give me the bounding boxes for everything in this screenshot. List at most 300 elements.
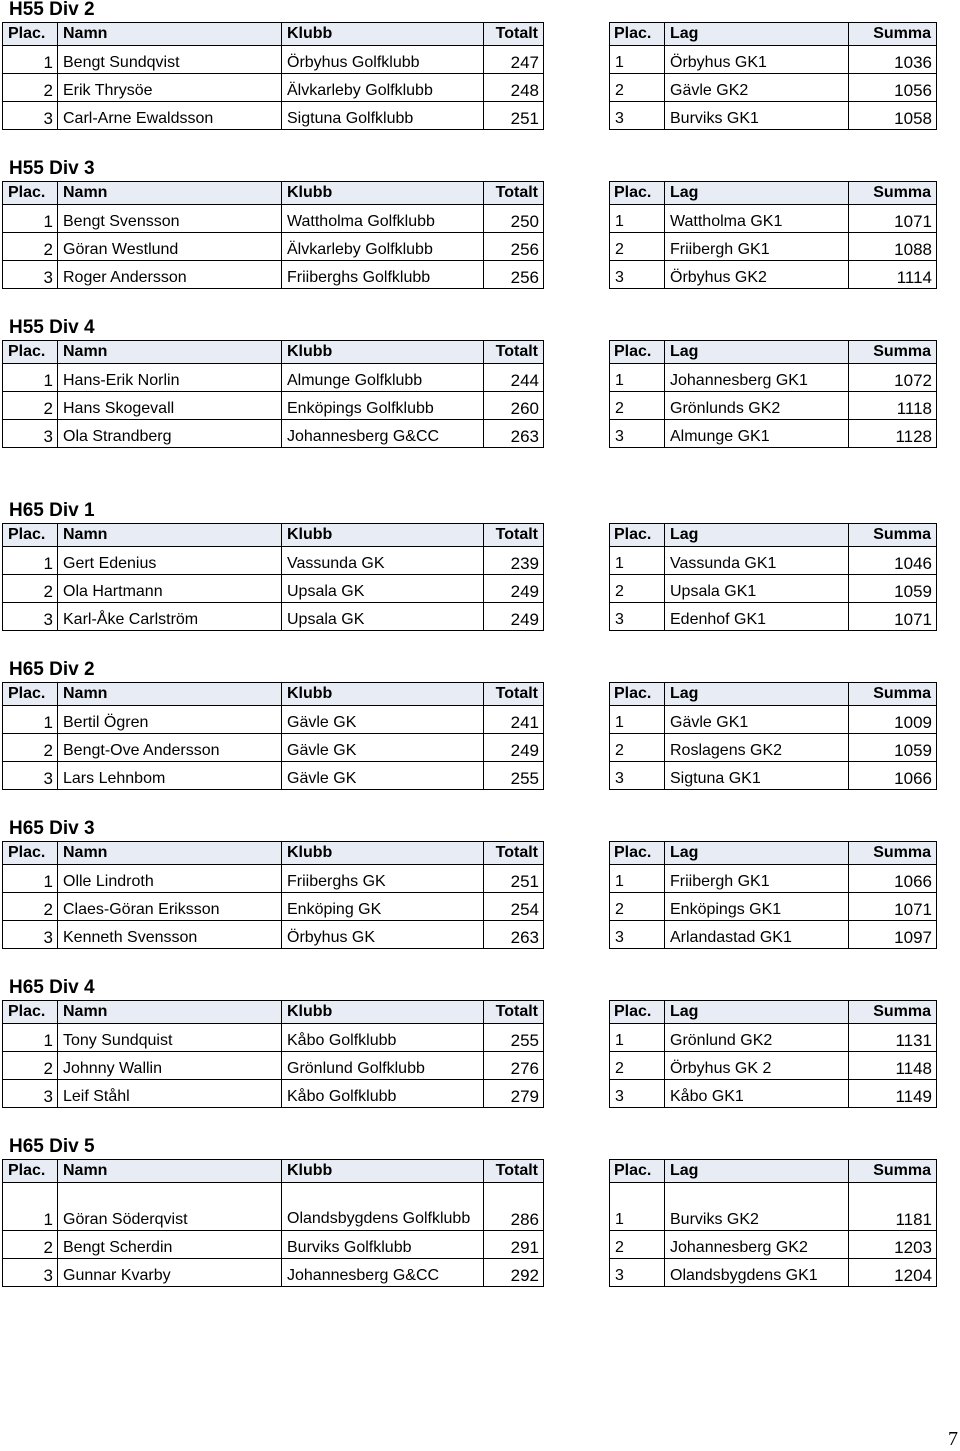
team-sum: 1148 <box>849 1052 937 1080</box>
player-name: Claes-Göran Eriksson <box>58 893 282 921</box>
player-name: Olle Lindroth <box>58 865 282 893</box>
placement: 3 <box>3 1259 58 1287</box>
placement: 2 <box>3 893 58 921</box>
team-row <box>610 233 937 261</box>
team-name: Gävle GK1 <box>665 706 849 734</box>
individual-results-table <box>2 523 544 631</box>
header-namn: Namn <box>58 683 282 706</box>
team-row <box>610 1052 937 1080</box>
team-placement: 2 <box>610 1231 665 1259</box>
header-plac: Plac. <box>610 1001 665 1024</box>
team-sum: 1118 <box>849 392 937 420</box>
team-row <box>610 1259 937 1287</box>
club-name: Örbyhus GK <box>282 921 484 949</box>
result-row <box>3 893 544 921</box>
header-klubb: Klubb <box>282 842 484 865</box>
team-name: Roslagens GK2 <box>665 734 849 762</box>
total-score: 255 <box>484 762 544 790</box>
individual-results-table <box>2 340 544 448</box>
team-row <box>610 74 937 102</box>
placement: 2 <box>3 734 58 762</box>
club-name: Sigtuna Golfklubb <box>282 102 484 130</box>
total-score: 249 <box>484 575 544 603</box>
player-name: Gert Edenius <box>58 547 282 575</box>
header-namn: Namn <box>58 1160 282 1183</box>
header-summa: Summa <box>849 842 937 865</box>
club-name: Olandsbygdens Golfklubb <box>282 1183 484 1231</box>
header-lag: Lag <box>665 182 849 205</box>
division-title: H55 Div 4 <box>9 317 95 338</box>
team-sum: 1066 <box>849 762 937 790</box>
table-header <box>610 1001 937 1024</box>
header-plac: Plac. <box>3 23 58 46</box>
team-results-table <box>609 1000 937 1108</box>
club-name: Friiberghs Golfklubb <box>282 261 484 289</box>
header-plac: Plac. <box>610 182 665 205</box>
header-plac: Plac. <box>3 1160 58 1183</box>
placement: 1 <box>3 1183 58 1231</box>
team-sum: 1203 <box>849 1231 937 1259</box>
team-name: Johannesberg GK2 <box>665 1231 849 1259</box>
result-row <box>3 1024 544 1052</box>
club-name: Enköping GK <box>282 893 484 921</box>
table-header <box>3 23 544 46</box>
team-placement: 1 <box>610 706 665 734</box>
result-row <box>3 706 544 734</box>
player-name: Hans-Erik Norlin <box>58 364 282 392</box>
result-row <box>3 762 544 790</box>
division-title: H65 Div 2 <box>9 659 95 680</box>
header-lag: Lag <box>665 842 849 865</box>
result-row <box>3 1080 544 1108</box>
team-placement: 2 <box>610 575 665 603</box>
header-totalt: Totalt <box>484 1160 544 1183</box>
club-name: Wattholma Golfklubb <box>282 205 484 233</box>
placement: 1 <box>3 706 58 734</box>
player-name: Leif Ståhl <box>58 1080 282 1108</box>
total-score: 291 <box>484 1231 544 1259</box>
team-row <box>610 1183 937 1231</box>
result-row <box>3 420 544 448</box>
club-name: Enköpings Golfklubb <box>282 392 484 420</box>
club-name: Upsala GK <box>282 603 484 631</box>
result-row <box>3 575 544 603</box>
team-placement: 1 <box>610 1024 665 1052</box>
team-row <box>610 1024 937 1052</box>
header-summa: Summa <box>849 182 937 205</box>
header-klubb: Klubb <box>282 23 484 46</box>
header-klubb: Klubb <box>282 1160 484 1183</box>
team-row <box>610 364 937 392</box>
club-name: Örbyhus Golfklubb <box>282 46 484 74</box>
header-plac: Plac. <box>3 842 58 865</box>
team-placement: 2 <box>610 1052 665 1080</box>
total-score: 256 <box>484 261 544 289</box>
header-totalt: Totalt <box>484 341 544 364</box>
club-name: Gävle GK <box>282 706 484 734</box>
table-header <box>3 341 544 364</box>
team-name: Johannesberg GK1 <box>665 364 849 392</box>
club-name: Upsala GK <box>282 575 484 603</box>
team-placement: 3 <box>610 1259 665 1287</box>
team-placement: 3 <box>610 1080 665 1108</box>
header-plac: Plac. <box>3 182 58 205</box>
team-name: Friibergh GK1 <box>665 865 849 893</box>
placement: 2 <box>3 1231 58 1259</box>
team-placement: 2 <box>610 734 665 762</box>
team-placement: 1 <box>610 1183 665 1231</box>
team-row <box>610 603 937 631</box>
team-name: Örbyhus GK 2 <box>665 1052 849 1080</box>
header-plac: Plac. <box>3 341 58 364</box>
player-name: Gunnar Kvarby <box>58 1259 282 1287</box>
table-header <box>610 23 937 46</box>
team-sum: 1046 <box>849 547 937 575</box>
header-lag: Lag <box>665 341 849 364</box>
header-summa: Summa <box>849 1160 937 1183</box>
club-name: Gävle GK <box>282 734 484 762</box>
team-name: Upsala GK1 <box>665 575 849 603</box>
individual-results-table <box>2 682 544 790</box>
result-row <box>3 1259 544 1287</box>
placement: 3 <box>3 603 58 631</box>
team-placement: 1 <box>610 46 665 74</box>
individual-results-table <box>2 1159 544 1287</box>
club-name: Grönlund Golfklubb <box>282 1052 484 1080</box>
team-name: Sigtuna GK1 <box>665 762 849 790</box>
team-placement: 3 <box>610 261 665 289</box>
total-score: 279 <box>484 1080 544 1108</box>
table-header <box>610 1160 937 1183</box>
header-summa: Summa <box>849 1001 937 1024</box>
team-sum: 1071 <box>849 205 937 233</box>
player-name: Hans Skogevall <box>58 392 282 420</box>
table-header <box>3 1160 544 1183</box>
club-name: Kåbo Golfklubb <box>282 1024 484 1052</box>
placement: 1 <box>3 364 58 392</box>
total-score: 251 <box>484 102 544 130</box>
division-title: H55 Div 2 <box>9 0 95 20</box>
team-row <box>610 762 937 790</box>
placement: 1 <box>3 865 58 893</box>
team-name: Grönlund GK2 <box>665 1024 849 1052</box>
total-score: 244 <box>484 364 544 392</box>
team-row <box>610 547 937 575</box>
header-plac: Plac. <box>3 1001 58 1024</box>
header-plac: Plac. <box>3 524 58 547</box>
header-lag: Lag <box>665 524 849 547</box>
team-placement: 2 <box>610 893 665 921</box>
team-name: Olandsbygdens GK1 <box>665 1259 849 1287</box>
header-lag: Lag <box>665 683 849 706</box>
placement: 2 <box>3 233 58 261</box>
team-name: Friibergh GK1 <box>665 233 849 261</box>
placement: 1 <box>3 1024 58 1052</box>
placement: 1 <box>3 205 58 233</box>
result-row <box>3 1231 544 1259</box>
team-sum: 1071 <box>849 603 937 631</box>
header-plac: Plac. <box>610 842 665 865</box>
total-score: 241 <box>484 706 544 734</box>
header-summa: Summa <box>849 683 937 706</box>
player-name: Erik Thrysöe <box>58 74 282 102</box>
individual-results-table <box>2 1000 544 1108</box>
total-score: 249 <box>484 603 544 631</box>
team-row <box>610 706 937 734</box>
team-results-table <box>609 22 937 130</box>
table-header <box>610 182 937 205</box>
total-score: 248 <box>484 74 544 102</box>
placement: 2 <box>3 1052 58 1080</box>
team-row <box>610 261 937 289</box>
team-name: Burviks GK2 <box>665 1183 849 1231</box>
header-namn: Namn <box>58 842 282 865</box>
header-totalt: Totalt <box>484 683 544 706</box>
club-name: Johannesberg G&CC <box>282 1259 484 1287</box>
placement: 2 <box>3 575 58 603</box>
player-name: Bengt Sundqvist <box>58 46 282 74</box>
result-row <box>3 74 544 102</box>
result-row <box>3 1183 544 1231</box>
total-score: 286 <box>484 1183 544 1231</box>
header-summa: Summa <box>849 524 937 547</box>
header-plac: Plac. <box>610 341 665 364</box>
player-name: Ola Strandberg <box>58 420 282 448</box>
team-row <box>610 1231 937 1259</box>
team-row <box>610 865 937 893</box>
player-name: Carl-Arne Ewaldsson <box>58 102 282 130</box>
team-name: Kåbo GK1 <box>665 1080 849 1108</box>
result-row <box>3 734 544 762</box>
player-name: Bertil Ögren <box>58 706 282 734</box>
team-results-table <box>609 523 937 631</box>
total-score: 247 <box>484 46 544 74</box>
team-name: Örbyhus GK1 <box>665 46 849 74</box>
placement: 2 <box>3 392 58 420</box>
team-name: Wattholma GK1 <box>665 205 849 233</box>
team-sum: 1181 <box>849 1183 937 1231</box>
team-results-table <box>609 841 937 949</box>
header-namn: Namn <box>58 341 282 364</box>
total-score: 256 <box>484 233 544 261</box>
result-row <box>3 46 544 74</box>
placement: 1 <box>3 547 58 575</box>
team-row <box>610 734 937 762</box>
team-results-table <box>609 682 937 790</box>
table-header <box>3 1001 544 1024</box>
team-placement: 3 <box>610 921 665 949</box>
team-sum: 1072 <box>849 364 937 392</box>
team-placement: 2 <box>610 74 665 102</box>
placement: 3 <box>3 1080 58 1108</box>
header-totalt: Totalt <box>484 182 544 205</box>
team-results-table <box>609 181 937 289</box>
header-lag: Lag <box>665 1001 849 1024</box>
division-title: H55 Div 3 <box>9 158 95 179</box>
team-name: Edenhof GK1 <box>665 603 849 631</box>
team-placement: 1 <box>610 547 665 575</box>
team-sum: 1128 <box>849 420 937 448</box>
player-name: Kenneth Svensson <box>58 921 282 949</box>
team-sum: 1009 <box>849 706 937 734</box>
header-lag: Lag <box>665 1160 849 1183</box>
team-sum: 1056 <box>849 74 937 102</box>
team-results-table <box>609 1159 937 1287</box>
table-header <box>610 683 937 706</box>
team-row <box>610 205 937 233</box>
team-placement: 2 <box>610 392 665 420</box>
player-name: Lars Lehnbom <box>58 762 282 790</box>
result-row <box>3 1052 544 1080</box>
division-title: H65 Div 5 <box>9 1136 95 1157</box>
total-score: 251 <box>484 865 544 893</box>
result-row <box>3 392 544 420</box>
page-number: 7 <box>948 1428 958 1450</box>
team-name: Almunge GK1 <box>665 420 849 448</box>
table-header <box>3 683 544 706</box>
player-name: Tony Sundquist <box>58 1024 282 1052</box>
header-totalt: Totalt <box>484 842 544 865</box>
table-header <box>3 182 544 205</box>
team-sum: 1058 <box>849 102 937 130</box>
header-klubb: Klubb <box>282 341 484 364</box>
team-placement: 3 <box>610 102 665 130</box>
header-plac: Plac. <box>610 23 665 46</box>
team-placement: 1 <box>610 865 665 893</box>
team-name: Vassunda GK1 <box>665 547 849 575</box>
individual-results-table <box>2 181 544 289</box>
team-placement: 3 <box>610 762 665 790</box>
club-name: Gävle GK <box>282 762 484 790</box>
team-row <box>610 575 937 603</box>
division-title: H65 Div 1 <box>9 500 95 521</box>
team-placement: 3 <box>610 420 665 448</box>
team-sum: 1059 <box>849 734 937 762</box>
placement: 3 <box>3 921 58 949</box>
team-sum: 1097 <box>849 921 937 949</box>
header-totalt: Totalt <box>484 23 544 46</box>
placement: 3 <box>3 762 58 790</box>
header-totalt: Totalt <box>484 1001 544 1024</box>
club-name: Kåbo Golfklubb <box>282 1080 484 1108</box>
table-header <box>3 842 544 865</box>
total-score: 263 <box>484 921 544 949</box>
player-name: Göran Söderqvist <box>58 1183 282 1231</box>
club-name: Johannesberg G&CC <box>282 420 484 448</box>
result-row <box>3 603 544 631</box>
team-row <box>610 420 937 448</box>
result-row <box>3 547 544 575</box>
header-summa: Summa <box>849 341 937 364</box>
header-plac: Plac. <box>610 683 665 706</box>
team-sum: 1088 <box>849 233 937 261</box>
team-row <box>610 392 937 420</box>
team-sum: 1149 <box>849 1080 937 1108</box>
team-placement: 1 <box>610 364 665 392</box>
player-name: Bengt-Ove Andersson <box>58 734 282 762</box>
team-placement: 2 <box>610 233 665 261</box>
table-header <box>610 524 937 547</box>
team-sum: 1131 <box>849 1024 937 1052</box>
table-header <box>610 341 937 364</box>
team-sum: 1114 <box>849 261 937 289</box>
club-name: Friiberghs GK <box>282 865 484 893</box>
team-results-table <box>609 340 937 448</box>
total-score: 250 <box>484 205 544 233</box>
club-name: Älvkarleby Golfklubb <box>282 233 484 261</box>
team-name: Burviks GK1 <box>665 102 849 130</box>
result-row <box>3 921 544 949</box>
individual-results-table <box>2 841 544 949</box>
header-summa: Summa <box>849 23 937 46</box>
header-klubb: Klubb <box>282 683 484 706</box>
header-totalt: Totalt <box>484 524 544 547</box>
team-name: Enköpings GK1 <box>665 893 849 921</box>
player-name: Bengt Scherdin <box>58 1231 282 1259</box>
division-title: H65 Div 3 <box>9 818 95 839</box>
header-lag: Lag <box>665 23 849 46</box>
header-plac: Plac. <box>610 524 665 547</box>
total-score: 255 <box>484 1024 544 1052</box>
header-namn: Namn <box>58 524 282 547</box>
individual-results-table <box>2 22 544 130</box>
team-placement: 3 <box>610 603 665 631</box>
club-name: Almunge Golfklubb <box>282 364 484 392</box>
team-name: Gävle GK2 <box>665 74 849 102</box>
result-row <box>3 233 544 261</box>
team-placement: 1 <box>610 205 665 233</box>
header-klubb: Klubb <box>282 1001 484 1024</box>
placement: 1 <box>3 46 58 74</box>
team-sum: 1066 <box>849 865 937 893</box>
club-name: Älvkarleby Golfklubb <box>282 74 484 102</box>
header-klubb: Klubb <box>282 182 484 205</box>
placement: 3 <box>3 102 58 130</box>
total-score: 249 <box>484 734 544 762</box>
total-score: 260 <box>484 392 544 420</box>
team-sum: 1204 <box>849 1259 937 1287</box>
header-klubb: Klubb <box>282 524 484 547</box>
total-score: 263 <box>484 420 544 448</box>
player-name: Karl-Åke Carlström <box>58 603 282 631</box>
team-row <box>610 921 937 949</box>
club-name: Vassunda GK <box>282 547 484 575</box>
result-row <box>3 102 544 130</box>
team-name: Arlandastad GK1 <box>665 921 849 949</box>
team-row <box>610 46 937 74</box>
header-plac: Plac. <box>610 1160 665 1183</box>
team-sum: 1071 <box>849 893 937 921</box>
player-name: Ola Hartmann <box>58 575 282 603</box>
placement: 2 <box>3 74 58 102</box>
player-name: Bengt Svensson <box>58 205 282 233</box>
player-name: Johnny Wallin <box>58 1052 282 1080</box>
total-score: 276 <box>484 1052 544 1080</box>
division-title: H65 Div 4 <box>9 977 95 998</box>
header-namn: Namn <box>58 182 282 205</box>
team-sum: 1059 <box>849 575 937 603</box>
table-header <box>610 842 937 865</box>
team-row <box>610 102 937 130</box>
result-row <box>3 205 544 233</box>
team-name: Örbyhus GK2 <box>665 261 849 289</box>
placement: 3 <box>3 261 58 289</box>
result-row <box>3 865 544 893</box>
placement: 3 <box>3 420 58 448</box>
header-plac: Plac. <box>3 683 58 706</box>
result-row <box>3 261 544 289</box>
total-score: 254 <box>484 893 544 921</box>
